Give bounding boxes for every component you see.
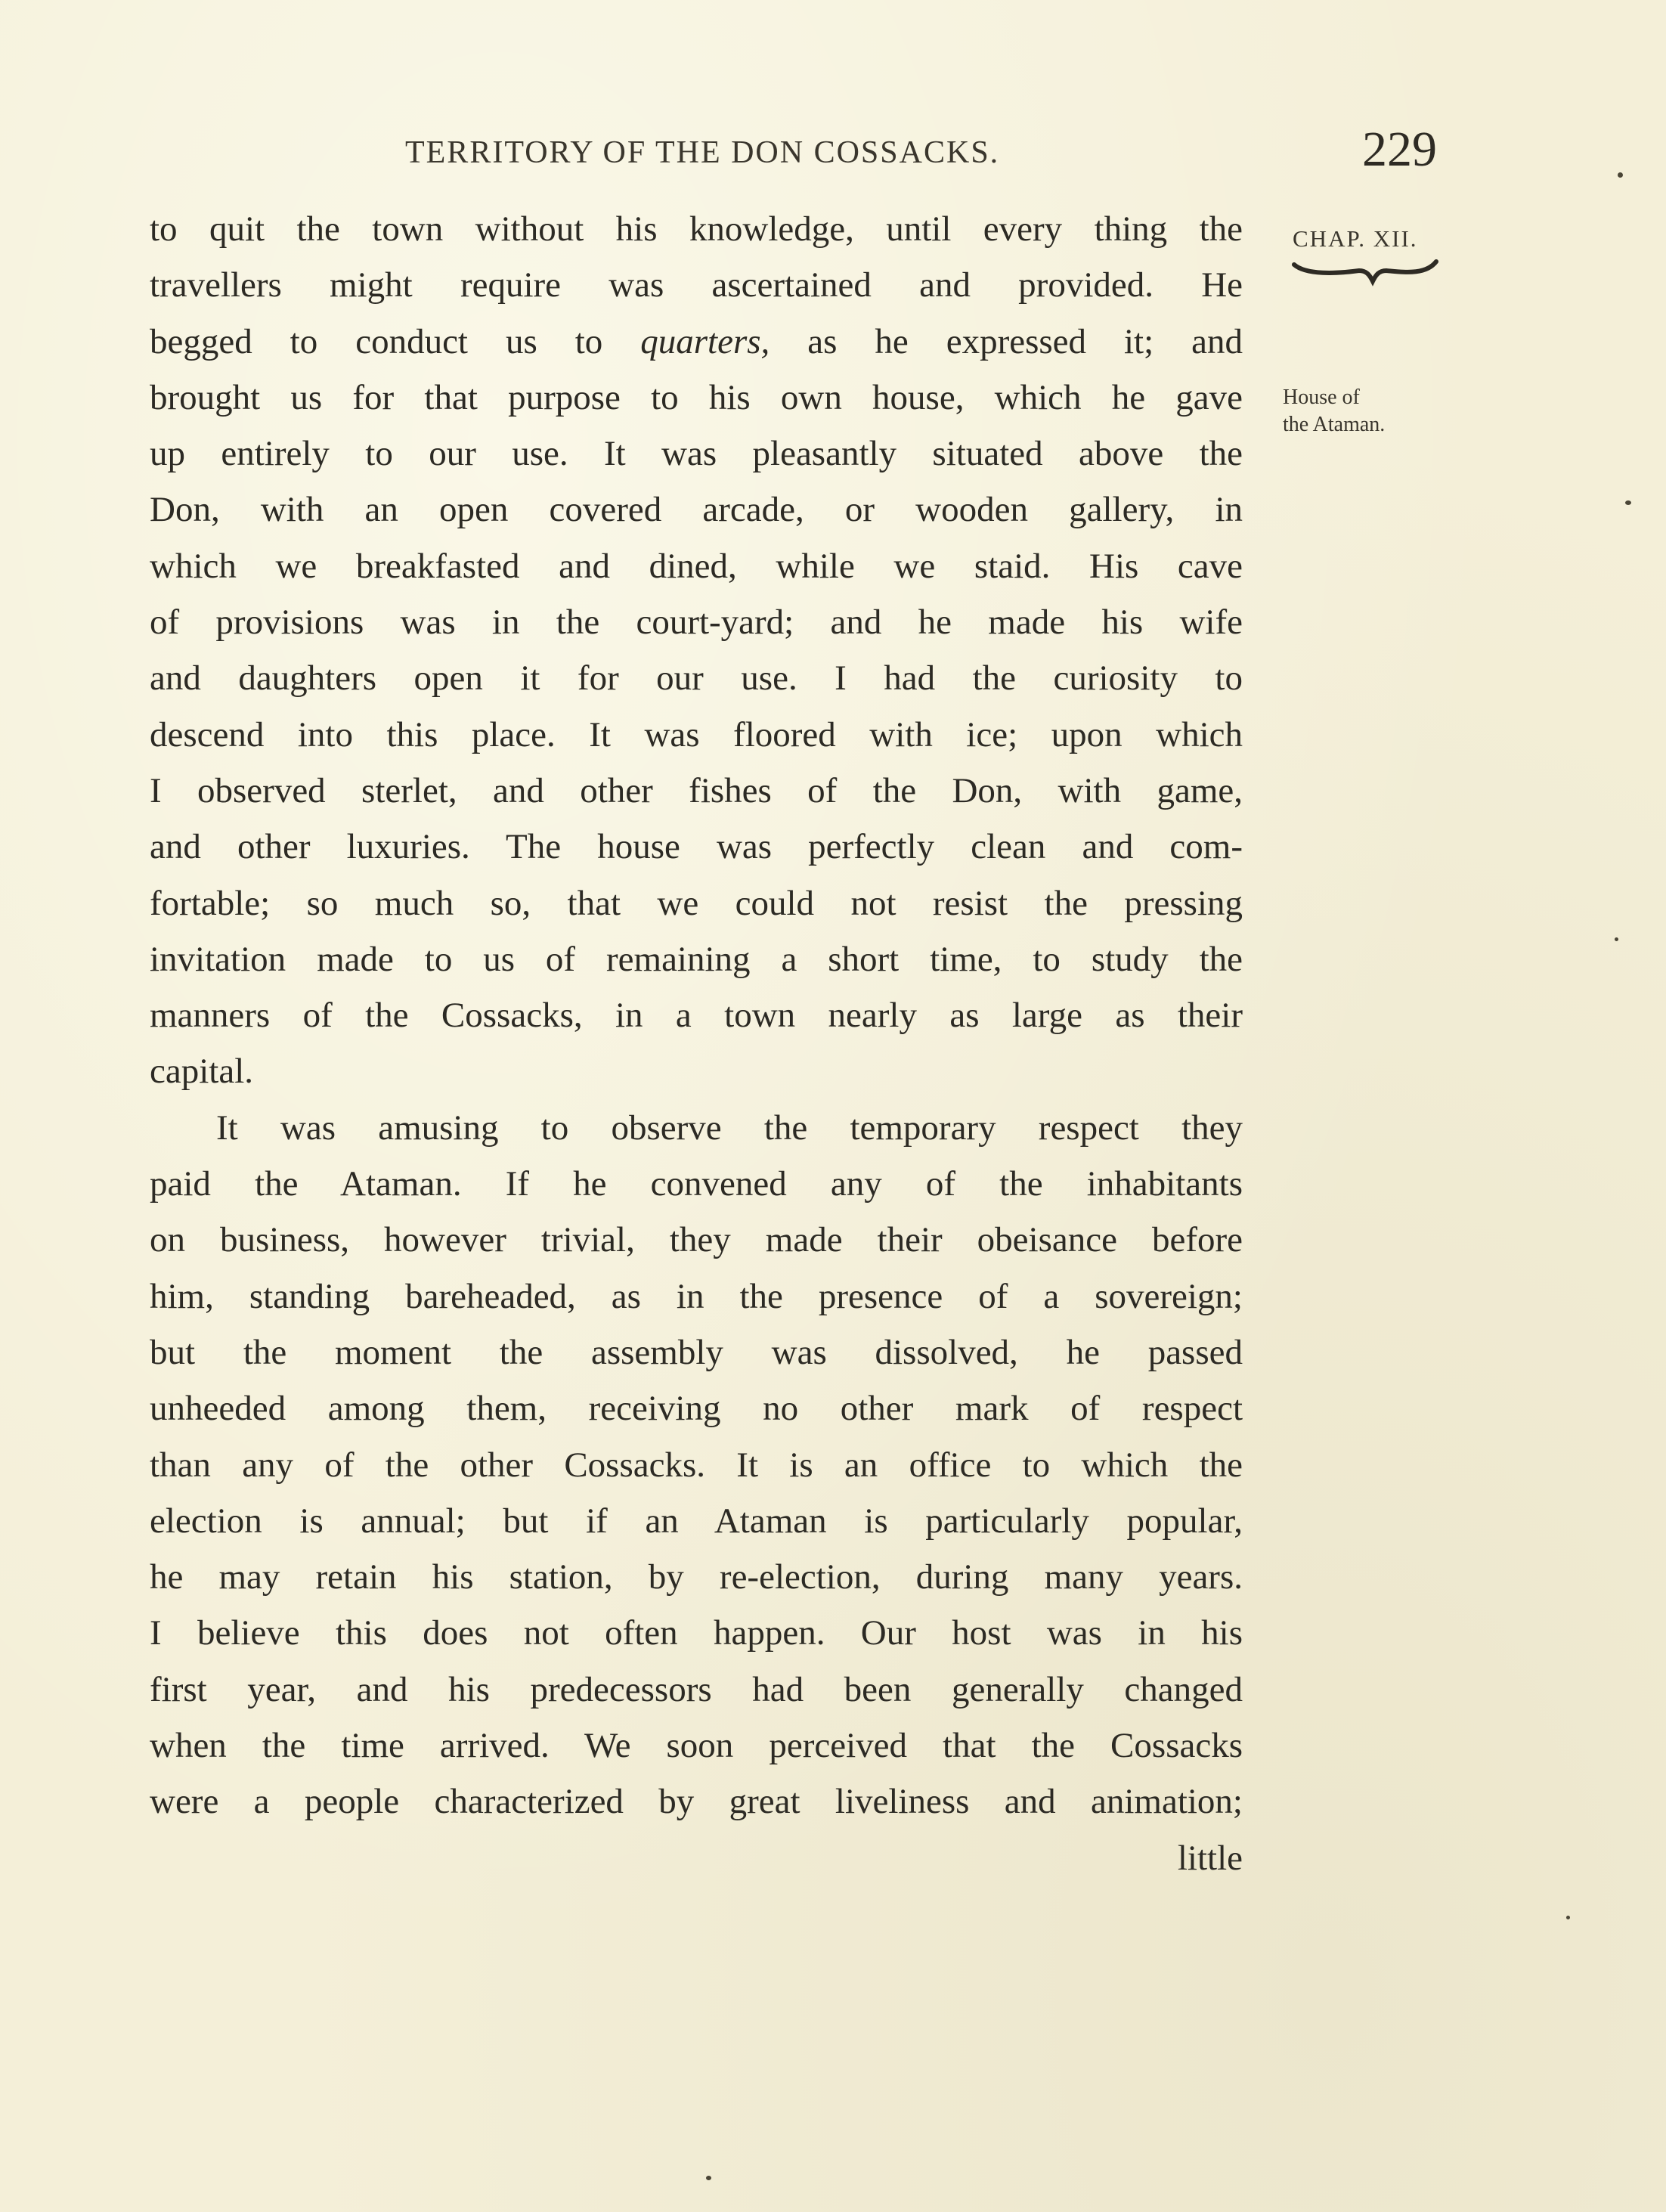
text-line: up entirely to our use. It was pleasantly situated above the (150, 434, 1243, 474)
text-line: descend into this place. It was floored with ice; upon which (150, 714, 1243, 754)
text-line: first year, and his predecessors had been generally changed (150, 1669, 1243, 1709)
text-line: paid the Ataman. If he convened any of the inhabitants (150, 1164, 1243, 1204)
text-line: election is annual; but if an Ataman is particularly popular, (150, 1501, 1243, 1541)
running-head: TERRITORY OF THE DON COSSACKS. (405, 135, 1000, 170)
text-line: and other luxuries. The house was perfectly clean and com- (150, 827, 1243, 867)
paper-speck (1566, 1916, 1570, 1919)
paper-speck (1615, 937, 1618, 941)
text-line: on business, however trivial, they made their obeisance before (150, 1220, 1243, 1260)
text-line: Don, with an open covered arcade, or wooden gallery, in (150, 490, 1243, 530)
text-line: which we breakfasted and dined, while we staid. His cave (150, 546, 1243, 586)
text-line: to quit the town without his knowledge, until every thing the (150, 209, 1243, 249)
text-fragment: as he expressed it; and (770, 321, 1243, 361)
text-line: fortable; so much so, that we could not resist the pressing (150, 883, 1243, 923)
text-line: travellers might require was ascertained and provided. He (150, 265, 1243, 305)
text-line: when the time arrived. We soon perceived that the Cossacks (150, 1726, 1243, 1766)
text-line: invitation made to us of remaining a short time, to study the (150, 939, 1243, 979)
text-line: than any of the other Cossacks. It is an office to which the (150, 1445, 1243, 1485)
catchword: little (1177, 1838, 1243, 1878)
paragraph-start-line: It was amusing to observe the temporary respect they (216, 1108, 1243, 1148)
paper-speck (1618, 172, 1623, 178)
body-text (150, 201, 1243, 1886)
italic-word: quarters, (640, 321, 770, 361)
text-line: were a people characterized by great liveliness and animation; (150, 1782, 1243, 1822)
text-line: and daughters open it for our use. I had the curiosity to (150, 658, 1243, 699)
marginal-note (1283, 384, 1426, 438)
text-line: of provisions was in the court-yard; and he made his wife (150, 603, 1243, 643)
marginal-note-line: the Ataman. (1283, 413, 1386, 436)
text-line: I observed sterlet, and other fishes of the Don, with game, (150, 770, 1243, 810)
chapter-label: CHAP. XII. (1293, 225, 1418, 252)
text-line-with-italic (150, 314, 1243, 370)
paper-speck (1625, 500, 1631, 505)
text-line: unheeded among them, receiving no other mark of respect (150, 1389, 1243, 1429)
text-line: he may retain his station, by re-election, during many years. (150, 1557, 1243, 1597)
paper-speck (706, 2176, 711, 2180)
text-line: manners of the Cossacks, in a town nearly as large as their (150, 996, 1243, 1036)
text-line: capital. (150, 1052, 254, 1092)
text-line: but the moment the assembly was dissolved, he passed (150, 1332, 1243, 1372)
marginal-note-line: House of (1283, 386, 1360, 409)
text-fragment: begged to conduct us to (150, 321, 641, 361)
text-line: him, standing bareheaded, as in the presence of a sovereign; (150, 1276, 1243, 1316)
text-line: I believe this does not often happen. Our host was in his (150, 1613, 1243, 1653)
text-line: brought us for that purpose to his own house, which he gave (150, 377, 1243, 417)
page-number: 229 (1362, 122, 1437, 177)
chapter-brace-ornament (1291, 259, 1439, 289)
